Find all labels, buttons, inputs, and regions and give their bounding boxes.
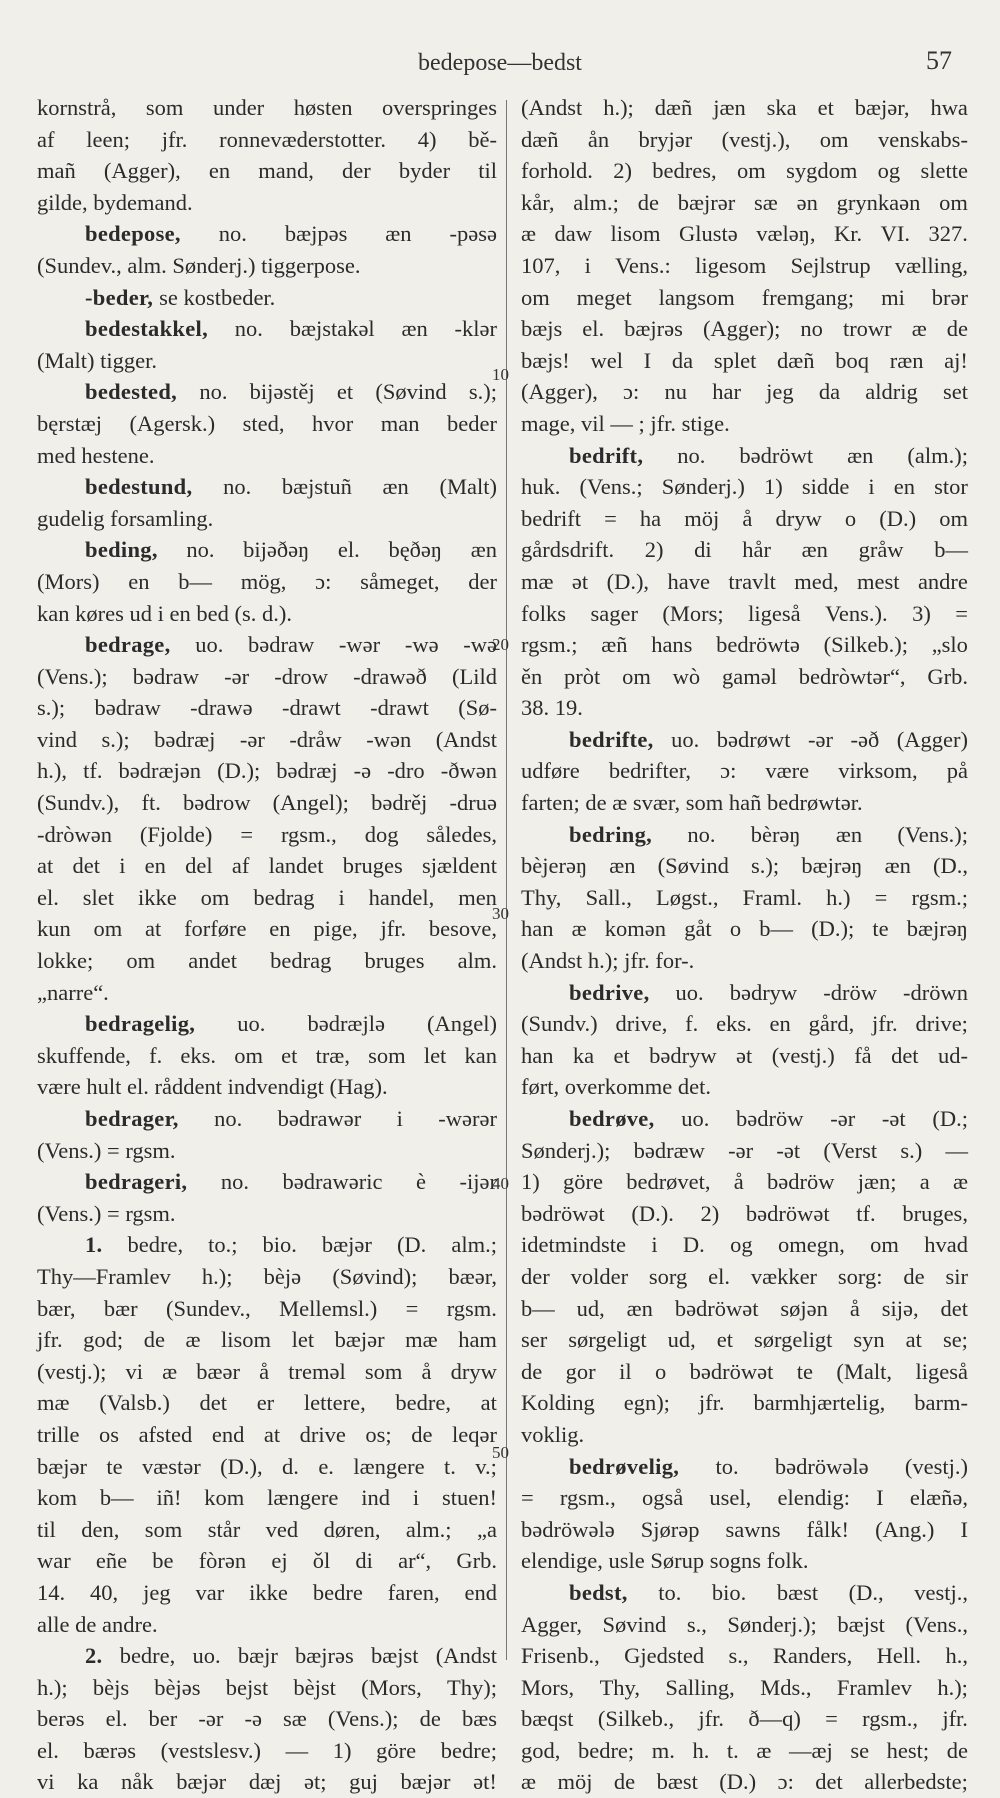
entry-text-line: han ka et bədryw ət (vestj.) få det ud- bbox=[521, 1042, 968, 1068]
entry-text-line: (Vens.); bədraw -ər -drow -drawəð (Lild bbox=[37, 663, 497, 689]
line-number-50: 50 bbox=[492, 1443, 509, 1462]
entry-text-line: (Sundv.) drive, f. eks. en gård, jfr. drive; bbox=[521, 1011, 968, 1037]
entry-text-line: (Malt) tigger. bbox=[37, 347, 157, 373]
entry-text-line: kom b— iñ! kom længere ind i stuen! bbox=[37, 1485, 497, 1511]
entry-text-line: skuffende, f. eks. om et træ, som let kan bbox=[37, 1042, 497, 1068]
entry-text-line: Thy, Sall., Løgst., Framl. h.) = rgsm.; bbox=[521, 884, 968, 910]
entry-text-line: Sønderj.); bədræw -ər -ət (Verst s.) — bbox=[521, 1137, 968, 1163]
entry-headword-line: bedrøvelig, to. bədröwələ (vestj.) bbox=[569, 1453, 968, 1479]
running-header: bedepose—bedst bbox=[418, 50, 582, 76]
entry-text-line: gårdsdrift. 2) di hår æn gråw b— bbox=[521, 537, 968, 563]
entry-text-line: gilde, bydemand. bbox=[37, 189, 193, 215]
entry-headword-line: bedring, no. bèrəŋ æn (Vens.); bbox=[569, 821, 968, 847]
entry-text-line: 107, i Vens.: ligesom Sejlstrup vælling, bbox=[521, 252, 968, 278]
entry-text-line: bæjər te væstər (D.), d. e. længere t. v.; bbox=[37, 1453, 497, 1479]
entry-text-line: ser sørgeligt ud, et sørgeligt syn at se; bbox=[521, 1327, 968, 1353]
entry-text-line: han æ komən gåt o b— (D.); te bæjrəŋ bbox=[521, 916, 968, 942]
entry-text-line: bədröwələ Sjørəp sawns fålk! (Ang.) I bbox=[521, 1516, 968, 1542]
entry-text-line: æ möj de bæst (D.) ɔ: det allerbedste; bbox=[521, 1769, 968, 1795]
entry-text-line: udføre bedrifter, ɔ: være virksom, på bbox=[521, 758, 968, 784]
page-number: 57 bbox=[926, 46, 952, 75]
entry-text-line: dæñ ån bryjər (vestj.), om venskabs- bbox=[521, 126, 968, 152]
entry-text-line: -dròwən (Fjolde) = rgsm., dog således, bbox=[37, 821, 497, 847]
entry-text-line: om meget langsom fremgang; mi brər bbox=[521, 284, 968, 310]
entry-text-line: Thy—Framlev h.); bèjə (Søvind); bæər, bbox=[37, 1263, 497, 1289]
entry-text-line: kun om at forføre en pige, jfr. besove, bbox=[37, 916, 497, 942]
entry-text-line: farten; de æ svær, som hañ bedrøwtər. bbox=[521, 790, 863, 816]
entry-text-line: huk. (Vens.; Sønderj.) 1) sidde i en stor bbox=[521, 474, 968, 500]
entry-text-line: kår, alm.; de bæjrər sæ ən grynkaən om bbox=[521, 189, 968, 215]
entry-headword-line: bedestakkel, no. bæjstakəl æn -klər bbox=[85, 316, 497, 342]
entry-text-line: (vestj.); vi æ bæər å treməl som å dryw bbox=[37, 1358, 497, 1384]
line-number-40: 40 bbox=[492, 1174, 509, 1193]
entry-text-line: el. slet ikke om bedrag i handel, men bbox=[37, 884, 497, 910]
entry-text-line: ført, overkomme det. bbox=[521, 1074, 711, 1100]
line-number-20: 20 bbox=[492, 635, 509, 654]
entry-text-line: voklig. bbox=[521, 1421, 585, 1447]
entry-text-line: alle de andre. bbox=[37, 1611, 158, 1637]
entry-text-line: god, bedre; m. h. t. æ —æj se hest; de bbox=[521, 1737, 968, 1763]
entry-text-line: Agger, Søvind s., Sønderj.); bæjst (Vens., bbox=[521, 1611, 968, 1637]
entry-headword-line: -beder, se kostbeder. bbox=[85, 284, 276, 310]
line-number-30: 30 bbox=[492, 904, 509, 923]
entry-text-line: 14. 40, jeg var ikke bedre faren, end bbox=[37, 1579, 497, 1605]
entry-text-line: bæqst (Silkeb., jfr. ð—q) = rgsm., jfr. bbox=[521, 1706, 968, 1732]
entry-text-line: (Vens.) = rgsm. bbox=[37, 1200, 176, 1226]
entry-text-line: æ daw lisom Glustə væləŋ, Kr. VI. 327. bbox=[521, 221, 968, 247]
entry-text-line: kan køres ud i en bed (s. d.). bbox=[37, 600, 293, 626]
entry-text-line: bęrstæj (Agersk.) sted, hvor man beder bbox=[37, 410, 497, 436]
entry-text-line: „narre“. bbox=[37, 979, 109, 1005]
entry-text-line: b— ud, æn bədröwət søjən å sijə, det bbox=[521, 1295, 968, 1321]
entry-text-line: 38. 19. bbox=[521, 695, 583, 721]
entry-text-line: mage, vil — ; jfr. stige. bbox=[521, 410, 730, 436]
entry-text-line: af leen; jfr. ronnevæderstotter. 4) bě- bbox=[37, 126, 497, 152]
entry-text-line: h.), tf. bədræjən (D.); bədræj -ə -dro -ðwən bbox=[37, 758, 497, 784]
entry-text-line: (Andst h.); jfr. for-. bbox=[521, 948, 695, 974]
entry-text-line: (Mors) en b— mög, ɔ: såmeget, der bbox=[37, 568, 497, 594]
entry-text-line: berəs el. ber -ər -ə sæ (Vens.); de bæs bbox=[37, 1706, 497, 1732]
line-number-10: 10 bbox=[492, 365, 509, 384]
entry-headword-line: bedestund, no. bæjstuñ æn (Malt) bbox=[85, 474, 497, 500]
entry-headword-line: bedrift, no. bədröwt æn (alm.); bbox=[569, 442, 968, 468]
entry-text-line: Mors, Thy, Salling, Mds., Framlev h.); bbox=[521, 1674, 968, 1700]
entry-text-line: h.); bèjs bèjəs bejst bèjst (Mors, Thy); bbox=[37, 1674, 497, 1700]
entry-text-line: vi ka nåk bæjər dæj ət; guj bæjər ət! bbox=[37, 1769, 497, 1795]
entry-headword-line: beding, no. bijəðəŋ el. bęðəŋ æn bbox=[85, 537, 497, 563]
entry-text-line: trille os afsted end at drive os; de leqər bbox=[37, 1421, 497, 1447]
entry-headword-line: bedepose, no. bæjpəs æn -pəsə bbox=[85, 221, 497, 247]
entry-text-line: 1) göre bedrøvet, å bədröw jæn; a æ bbox=[521, 1169, 968, 1195]
entry-text-line: bæjs el. bæjrəs (Agger); no trowr æ de bbox=[521, 316, 968, 342]
entry-text-line: der volder sorg el. vækker sorg: de sir bbox=[521, 1263, 968, 1289]
entry-text-line: (Sundv.), ft. bədrow (Angel); bədrěj -druə bbox=[37, 790, 497, 816]
entry-text-line: bədröwət (D.). 2) bədröwət tf. bruges, bbox=[521, 1200, 968, 1226]
entry-text-line: jfr. god; de æ lisom let bæjər mæ ham bbox=[37, 1327, 497, 1353]
entry-text-line: s.); bədraw -drawə -drawt -drawt (Sø- bbox=[37, 695, 497, 721]
entry-text-line: med hestene. bbox=[37, 442, 155, 468]
entry-headword-line: 1. bedre, to.; bio. bæjər (D. alm.; bbox=[85, 1232, 497, 1258]
entry-text-line: forhold. 2) bedres, om sygdom og slette bbox=[521, 158, 968, 184]
entry-text-line: ěn pròt om wò gaməl bedròwtər“, Grb. bbox=[521, 663, 968, 689]
entry-text-line: el. bærəs (vestslesv.) — 1) göre bedre; bbox=[37, 1737, 497, 1763]
entry-headword-line: bedrage, uo. bədraw -wər -wə -wə bbox=[85, 632, 497, 658]
entry-text-line: war eñe be fòrən ej ǒl di ar“, Grb. bbox=[37, 1548, 497, 1574]
entry-text-line: gudelig forsamling. bbox=[37, 505, 214, 531]
entry-text-line: mañ (Agger), en mand, der byder til bbox=[37, 158, 497, 184]
entry-text-line: bæjs! wel I da splet dæñ boq ræn aj! bbox=[521, 347, 968, 373]
entry-headword-line: bedrageri, no. bədrawəric è -ijər bbox=[85, 1169, 497, 1195]
entry-headword-line: bedrifte, uo. bədrøwt -ər -əð (Agger) bbox=[569, 726, 968, 752]
entry-text-line: = rgsm., også usel, elendig: I elæñə, bbox=[521, 1485, 968, 1511]
entry-text-line: (Vens.) = rgsm. bbox=[37, 1137, 176, 1163]
entry-text-line: Frisenb., Gjedsted s., Randers, Hell. h., bbox=[521, 1643, 968, 1669]
entry-text-line: bèjerəŋ æn (Søvind s.); bæjrəŋ æn (D., bbox=[521, 853, 968, 879]
entry-text-line: kornstrå, som under høsten overspringes bbox=[37, 95, 497, 120]
entry-text-line: rgsm.; æñ hans bedröwtə (Silkeb.); „slo bbox=[521, 632, 968, 658]
entry-text-line: vind s.); bədræj -ər -dråw -wən (Andst bbox=[37, 726, 497, 752]
entry-text-line: bær, bær (Sundev., Mellemsl.) = rgsm. bbox=[37, 1295, 497, 1321]
entry-text-line: folks sager (Mors; ligeså Vens.). 3) = bbox=[521, 600, 968, 626]
entry-text-line: at det i en del af landet bruges sjældent bbox=[37, 853, 497, 879]
entry-text-line: Kolding egn); jfr. barmhjærtelig, barm- bbox=[521, 1390, 968, 1416]
entry-text-line: bedrift = ha möj å dryw o (D.) om bbox=[521, 505, 968, 531]
entry-text-line: elendige, usle Sørup sogns folk. bbox=[521, 1548, 809, 1574]
entry-headword-line: bedrive, uo. bədryw -dröw -dröwn bbox=[569, 979, 968, 1005]
entry-text-line: idetmindste i D. og omegn, om hvad bbox=[521, 1232, 968, 1258]
left-column bbox=[37, 92, 497, 1795]
right-column bbox=[521, 92, 968, 1795]
entry-headword-line: bedrager, no. bədrawər i -wərər bbox=[85, 1106, 497, 1131]
entry-headword-line: bedested, no. bijəstěj et (Søvind s.); bbox=[85, 379, 497, 405]
entry-headword-line: bedrøve, uo. bədröw -ər -ət (D.; bbox=[569, 1106, 968, 1131]
entry-text-line: (Andst h.); dæñ jæn ska et bæjər, hwa bbox=[521, 95, 968, 120]
entry-text-line: mæ ət (D.), have travlt med, mest andre bbox=[521, 568, 968, 594]
column-divider bbox=[506, 100, 507, 1660]
entry-text-line: de gor il o bədröwət te (Malt, ligeså bbox=[521, 1358, 968, 1384]
entry-headword-line: bedst, to. bio. bæst (D., vestj., bbox=[569, 1579, 968, 1605]
entry-text-line: lokke; om andet bedrag bruges alm. bbox=[37, 948, 497, 974]
entry-headword-line: 2. bedre, uo. bæjr bæjrəs bæjst (Andst bbox=[85, 1643, 497, 1669]
entry-text-line: (Agger), ɔ: nu har jeg da aldrig set bbox=[521, 379, 968, 405]
entry-text-line: mæ (Valsb.) det er lettere, bedre, at bbox=[37, 1390, 497, 1416]
entry-text-line: være hult el. råddent indvendigt (Hag). bbox=[37, 1074, 388, 1100]
entry-headword-line: bedragelig, uo. bədræjlə (Angel) bbox=[85, 1011, 497, 1037]
entry-text-line: til den, som står ved døren, alm.; „a bbox=[37, 1516, 497, 1542]
entry-text-line: (Sundev., alm. Sønderj.) tiggerpose. bbox=[37, 252, 361, 278]
